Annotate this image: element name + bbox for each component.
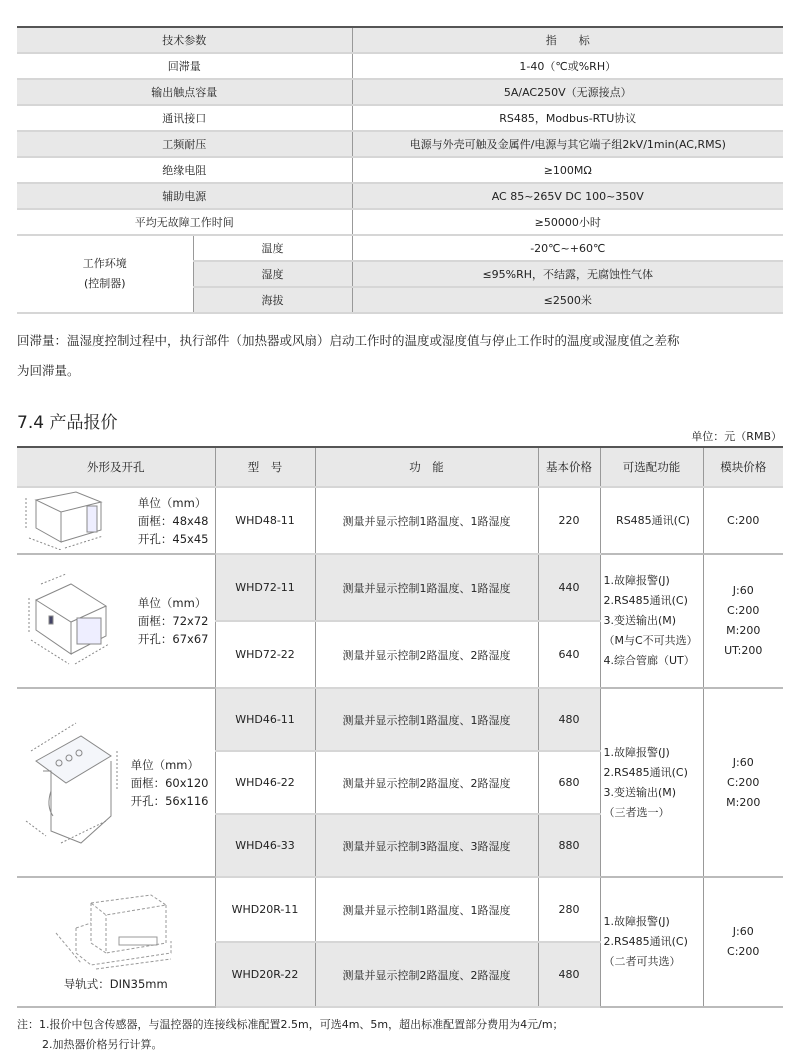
- model-cell: WHD72-11: [215, 554, 315, 621]
- option-item: （三者选一）: [603, 805, 670, 819]
- currency-unit: 单位：元（RMB）: [691, 430, 782, 443]
- hysteresis-note-line1: 回滞量：温湿度控制过程中，执行部件（加热器或风扇）启动工作时的温度或湿度值与停止工作时的温度或湿度值之差称: [17, 333, 680, 348]
- product-drawing: [21, 488, 116, 553]
- spec-row: [17, 79, 783, 105]
- option-item: 2.RS485通讯(C): [603, 765, 688, 779]
- header-function: 功 能: [315, 447, 538, 487]
- price-cell: 480: [538, 688, 600, 751]
- price-cell: 220: [538, 487, 600, 554]
- option-item: 1.故障报警(J): [603, 574, 670, 587]
- price-row: [17, 688, 783, 751]
- price-cell: 640: [538, 621, 600, 688]
- product-drawing: [51, 893, 181, 976]
- options-cell: [600, 487, 703, 554]
- module-price-item: C:200: [727, 513, 760, 527]
- header-price: 基本价格: [538, 447, 600, 487]
- shape-specs: [131, 756, 209, 810]
- spec-param: 通讯接口: [17, 105, 352, 131]
- shape-spec: 面框：72x72: [137, 614, 209, 628]
- spec-row: [17, 183, 783, 209]
- option-item: 3.变送输出(M): [603, 614, 677, 627]
- shape-spec: 开孔：67x67: [137, 632, 209, 646]
- option-item: 3.变送输出(M): [603, 785, 677, 799]
- model-cell: WHD46-22: [215, 751, 315, 814]
- module-price-item: C:200: [727, 604, 760, 617]
- spec-value: RS485，Modbus-RTU协议: [352, 105, 783, 131]
- module-price-item: J:60: [732, 584, 754, 597]
- function-cell: 测量并显示控制2路温度、2路湿度: [315, 942, 538, 1007]
- option-item: （二者可共选）: [603, 955, 681, 968]
- spec-value: 5A/AC250V（无源接点）: [352, 79, 783, 105]
- option-item: 1.故障报警(J): [603, 915, 670, 928]
- spec-table: [17, 26, 783, 314]
- function-cell: 测量并显示控制1路温度、1路湿度: [315, 688, 538, 751]
- env-sublabel: (控制器): [83, 277, 126, 290]
- model-cell: WHD46-11: [215, 688, 315, 751]
- spec-row: [17, 105, 783, 131]
- function-cell: 测量并显示控制1路温度、1路湿度: [315, 487, 538, 554]
- module-price-item: M:200: [726, 624, 761, 637]
- env-value: -20℃~+60℃: [352, 235, 783, 261]
- option-item: 2.RS485通讯(C): [603, 935, 688, 948]
- header-shape: 外形及开孔: [17, 447, 215, 487]
- spec-param: 工频耐压: [17, 131, 352, 157]
- module-price-item: UT:200: [724, 644, 763, 657]
- shape-specs: [138, 494, 209, 548]
- shape-spec: 面框：48x48: [137, 513, 209, 528]
- footnote-2: 2.加热器价格另行计算。: [42, 1038, 163, 1051]
- function-cell: 测量并显示控制2路温度、2路湿度: [315, 751, 538, 814]
- spec-param: 辅助电源: [17, 183, 352, 209]
- function-cell: 测量并显示控制1路温度、1路湿度: [315, 554, 538, 621]
- module-price-item: C:200: [727, 945, 760, 958]
- spec-row: [17, 157, 783, 183]
- price-row: [17, 554, 783, 621]
- price-cell: 280: [538, 877, 600, 942]
- header-value: 指 标: [352, 27, 783, 53]
- env-param: 湿度: [193, 261, 352, 287]
- env-value: ≤2500米: [352, 287, 783, 313]
- spec-value: ≥50000小时: [352, 209, 783, 235]
- spec-header: [17, 27, 783, 53]
- header-options: 可选配功能: [600, 447, 703, 487]
- module-price-cell: [703, 688, 783, 877]
- env-label-text: 工作环境: [82, 257, 127, 270]
- price-cell: 480: [538, 942, 600, 1007]
- spec-value: AC 85~265V DC 100~350V: [352, 183, 783, 209]
- options-cell: [600, 688, 703, 877]
- function-cell: 测量并显示控制3路温度、3路湿度: [315, 814, 538, 877]
- function-cell: 测量并显示控制1路温度、1路湿度: [315, 877, 538, 942]
- module-price-cell: [703, 487, 783, 554]
- spec-row: [17, 53, 783, 79]
- spec-row: [17, 131, 783, 157]
- option-item: （M与C不可共选）: [603, 634, 698, 647]
- price-cell: 680: [538, 751, 600, 814]
- option-item: 2.RS485通讯(C): [603, 594, 688, 607]
- shape-spec: 单位（mm）: [137, 596, 207, 610]
- price-table: [17, 446, 783, 1008]
- function-cell: 测量并显示控制2路温度、2路湿度: [315, 621, 538, 688]
- shape-specs: [138, 594, 209, 648]
- price-row: [17, 877, 783, 942]
- price-cell: 880: [538, 814, 600, 877]
- header-model: 型 号: [215, 447, 315, 487]
- options-cell: [600, 554, 703, 688]
- module-price-item: C:200: [727, 775, 760, 789]
- header-param: 技术参数: [17, 27, 352, 53]
- footnote-1: 注：1.报价中包含传感器，与温控器的连接线标准配置2.5m，可选4m、5m，超出标准配置部分费用为4元/m；: [17, 1018, 564, 1031]
- product-drawing: [21, 572, 116, 670]
- header-module-price: 模块价格: [703, 447, 783, 487]
- shape-cell: [17, 487, 215, 554]
- options-cell: [600, 877, 703, 1007]
- module-price-cell: [703, 554, 783, 688]
- env-param: 海拔: [193, 287, 352, 313]
- model-cell: WHD46-33: [215, 814, 315, 877]
- spec-param: 回滞量: [17, 53, 352, 79]
- env-label: [17, 235, 193, 313]
- spec-param: 绝缘电阻: [17, 157, 352, 183]
- product-drawing: [21, 711, 121, 854]
- shape-spec: 面框：60x120: [130, 775, 209, 790]
- spec-env-row: [17, 235, 783, 261]
- model-cell: WHD72-22: [215, 621, 315, 688]
- spec-param: 平均无故障工作时间: [17, 209, 352, 235]
- price-cell: 440: [538, 554, 600, 621]
- price-header: [17, 447, 783, 487]
- shape-cell: [17, 688, 215, 877]
- model-cell: WHD20R-11: [215, 877, 315, 942]
- module-price-item: J:60: [732, 925, 754, 938]
- shape-cell: [17, 877, 215, 1007]
- option-item: RS485通讯(C): [616, 513, 690, 527]
- shape-spec: 开孔：45x45: [137, 531, 209, 546]
- spec-value: ≥100MΩ: [352, 157, 783, 183]
- option-item: 4.综合管廊（UT）: [603, 654, 695, 667]
- shape-spec: 单位（mm）: [130, 757, 200, 772]
- shape-spec: 导轨式：DIN35mm: [63, 976, 168, 991]
- shape-cell: [17, 554, 215, 688]
- price-row: [17, 487, 783, 554]
- spec-value: 1-40（℃或%RH）: [352, 53, 783, 79]
- spec-value: 电源与外壳可触及金属件/电源与其它端子组2kV/1min(AC,RMS): [352, 131, 783, 157]
- shape-spec: 开孔：56x116: [130, 793, 209, 808]
- shape-spec: 单位（mm）: [137, 495, 207, 510]
- module-price-cell: [703, 877, 783, 1007]
- env-value: ≤95%RH，不结露，无腐蚀性气体: [352, 261, 783, 287]
- spec-param: 输出触点容量: [17, 79, 352, 105]
- module-price-item: M:200: [726, 795, 761, 809]
- model-cell: WHD20R-22: [215, 942, 315, 1007]
- model-cell: WHD48-11: [215, 487, 315, 554]
- env-param: 温度: [193, 235, 352, 261]
- hysteresis-note-line2: 为回滞量。: [17, 363, 80, 378]
- option-item: 1.故障报警(J): [603, 745, 670, 759]
- module-price-item: J:60: [732, 755, 754, 769]
- spec-row: [17, 209, 783, 235]
- section-title: 7.4 产品报价: [17, 413, 118, 433]
